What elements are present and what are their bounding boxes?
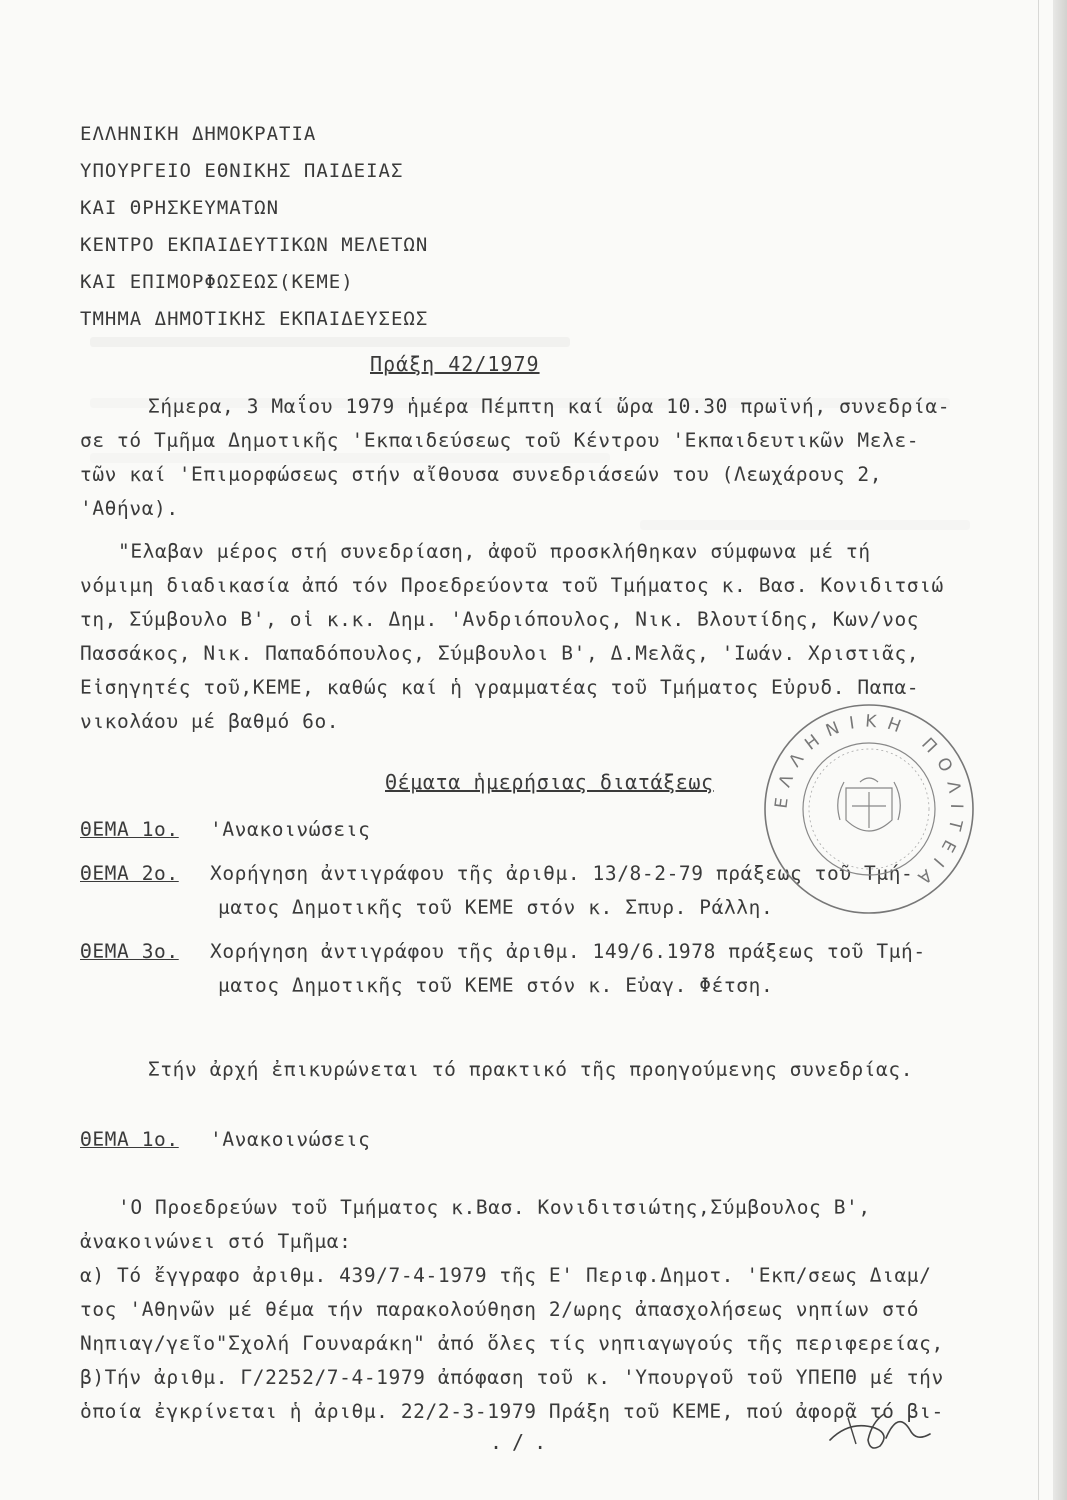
section-body-line: Νηπιαγ/γεῖο"Σχολή Γουναράκη" ἀπό ὅλες τίς νηπιαγωγούς τῆς περιφερείας, [80, 1332, 944, 1355]
intro-line: Σήμερα, 3 Μαΐου 1979 ἡμέρα Πέμπτη καί ὥρα 10.30 πρωϊνή, συνεδρία- [148, 395, 951, 418]
section-body-line: 'Ο Προεδρεύων τοῦ Τμήματος κ.Βασ. Κονιδιτσιώτης,Σύμβουλος Β', [118, 1196, 871, 1219]
page-fold-line [1038, 0, 1039, 1500]
agenda-item-3-cont: ματος Δημοτικῆς τοῦ ΚΕΜΕ στόν κ. Εὐαγ. Φέτση. [218, 974, 774, 997]
agenda-item-text: 'Ανακοινώσεις [210, 818, 371, 841]
agenda-item-tag: ΘΕΜΑ 2ο. [80, 862, 179, 885]
section-body-line: β)Τήν ἀριθμ. Γ/2252/7-4-1979 ἀπόφαση τοῦ κ. 'Υπουργοῦ τοῦ ΥΠΕΠΘ μέ τήν [80, 1366, 944, 1389]
intro-line: σε τό Τμῆμα Δημοτικῆς 'Εκπαιδεύσεως τοῦ Κέντρου 'Εκπαιδευτικῶν Μελε- [80, 429, 920, 452]
participants-line: Εἰσηγητές τοῦ,ΚΕΜΕ, καθώς καί ἡ γραμματέας τοῦ Τμήματος Εὐρυδ. Παπα- [80, 676, 920, 699]
section-body-line: ἀνακοινώνει στό Τμῆμα: [80, 1230, 352, 1253]
section-heading: 'Ανακοινώσεις [210, 1128, 371, 1151]
section-body-line: α) Τό ἔγγραφο ἀριθμ. 439/7-4-1979 τῆς Ε' Περιφ.Δημοτ. 'Εκπ/σεως Διαμ/ [80, 1264, 932, 1287]
agenda-item-text: Χορήγηση ἀντιγράφου τῆς ἀριθμ. 13/8-2-79 πράξεως τοῦ Τμή- [210, 862, 914, 885]
participants-line: "Ελαβαν μέρος στή συνεδρίαση, ἀφοῦ προσκλήθηκαν σύμφωνα μέ τή [118, 540, 871, 563]
letterhead-line: ΥΠΟΥΡΓΕΙΟ ΕΘΝΙΚΗΣ ΠΑΙΔΕΙΑΣ [80, 160, 404, 182]
letterhead-line: ΤΜΗΜΑ ΔΗΜΟΤΙΚΗΣ ΕΚΠΑΙΔΕΥΣΕΩΣ [80, 308, 429, 330]
letterhead-line: ΕΛΛΗΝΙΚΗ ΔΗΜΟΚΡΑΤΙΑ [80, 123, 317, 145]
participants-line: νόμιμη διαδικασία ἀπό τόν Προεδρεύοντα τοῦ Τμήματος κ. Βασ. Κονιδιτσιώ [80, 574, 944, 597]
svg-text:ΕΛΛΗΝΙΚΗ ΠΟΛΙΤΕΙΑ: ΕΛΛΗΝΙΚΗ ΠΟΛΙΤΕΙΑ [771, 711, 967, 894]
approval-statement: Στήν ἀρχή ἐπικυρώνεται τό πρακτικό τῆς προηγούμενης συνεδρίας. [148, 1058, 914, 1081]
participants-line: τη, Σύμβουλο Β', οἱ κ.κ. Δημ. 'Ανδριόπουλος, Νικ. Βλουτίδης, Κων/νος [80, 608, 920, 631]
participants-line: νικολάου μέ βαθμό 6ο. [80, 710, 340, 733]
agenda-item-3 [80, 940, 926, 963]
section-body-line: τος 'Αθηνῶν μέ θέμα τήν παρακολούθηση 2/ωρης ἀπασχολήσεως νηπίων στό [80, 1298, 920, 1321]
page-edge-shadow [1053, 0, 1067, 1500]
agenda-item-2-cont: ματος Δημοτικῆς τοῦ ΚΕΜΕ στόν κ. Σπυρ. Ράλλη. [218, 896, 774, 919]
section-body-line: ὁποία ἐγκρίνεται ἡ ἀριθμ. 22/2-3-1979 Πράξη τοῦ ΚΕΜΕ, πού ἀφορᾶ τό βι- [80, 1400, 944, 1423]
agenda-item-1 [80, 818, 370, 841]
intro-line: 'Αθήνα). [80, 497, 179, 520]
section-1-heading [80, 1128, 370, 1151]
intro-line: τῶν καί 'Επιμορφώσεως στήν αἴθουσα συνεδριάσεών του (Λεωχάρους 2, [80, 463, 883, 486]
letterhead-line: ΚΑΙ ΘΡΗΣΚΕΥΜΑΤΩΝ [80, 197, 280, 219]
section-tag: ΘΕΜΑ 1ο. [80, 1128, 179, 1151]
signature-icon [820, 1400, 940, 1460]
agenda-title: Θέματα ἡμερήσιας διατάξεως [385, 770, 714, 794]
agenda-item-tag: ΘΕΜΑ 3ο. [80, 940, 179, 963]
letterhead [80, 116, 428, 338]
letterhead-line: ΚΑΙ ΕΠΙΜΟΡΦΩΣΕΩΣ(ΚΕΜΕ) [80, 271, 354, 293]
document-title: Πράξη 42/1979 [370, 352, 540, 376]
agenda-item-text: Χορήγηση ἀντιγράφου τῆς ἀριθμ. 149/6.1978 πράξεως τοῦ Τμή- [210, 940, 926, 963]
continuation-mark: ./. [490, 1430, 557, 1454]
letterhead-line: ΚΕΝΤΡΟ ΕΚΠΑΙΔΕΥΤΙΚΩΝ ΜΕΛΕΤΩΝ [80, 234, 429, 256]
participants-line: Πασσάκος, Νικ. Παπαδόπουλος, Σύμβουλοι Β', Δ.Μελᾶς, 'Ιωάν. Χριστιᾶς, [80, 642, 920, 665]
agenda-item-tag: ΘΕΜΑ 1ο. [80, 818, 179, 841]
official-stamp-icon [760, 700, 978, 918]
